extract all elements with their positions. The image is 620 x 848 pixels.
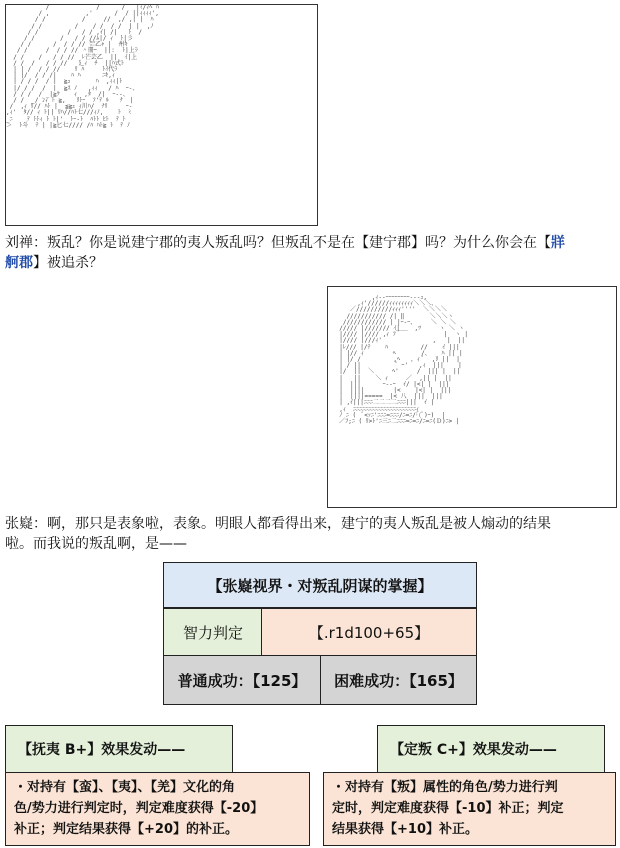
hard-success: 困难成功：【165】 (320, 655, 477, 705)
effect-line: 补正；判定结果获得【+20】的补正。 (14, 822, 238, 837)
ascii-art-text: ,ｨ--ｰｰｰｰｰｰｰｰ---ｭ, ,ｨ'//////ｨｨｨｨｨｨｨｨ＼＼＼、 ／//////////ｨｨｨ'''' ＼＼＼＼ /////////// /| ‖ ＼＼＼ヽ //////////// | |ｰ-ｰ、 ＼ ＼ ＼ ///// |/////// ｲ| ,ﾂ ヽ ＼ ヽ |//// |//// ,ｨ ﾌ￣￣ | ヽ | |//// |///ｨ' , | || |ﾚ/// |/ﾃ ﾊ // ｲ ||| | |// ｨ ﾍ /、 ﾊ || | | |/ / ,ﾍ ，ｨ ﾟ ,ﾘ || | | / || ﾟ ｰ' ,ｨ ||| | |/ || ＼ ﾍ' / ||| | || | || ＼ ｨ ／ ,|| | || | ||| ｰ--ｰ ｲ/ |<| | ||| | |||| |< |<| | ||| | ||||===== |< 八 ||| ||| | ,ｲ|||ﾆﾆﾆ二二二二ﾆﾆﾆ||| ｲ | ,ｨ ﾆﾆﾆﾆﾆﾆﾆﾆﾆﾆﾆﾆﾆﾆﾆﾆﾆﾆﾆﾆﾆｨ ﾉ ﾆ ( ﾟ<ｧﾆ'ﾆﾆﾆ=ﾆﾆﾆ/ﾆ=ﾆ/｢(ﾟ)ｰ) | ／ﾌ;ﾆ ( ﾘ>ﾄ'ﾆ三ﾆ二ﾆﾆﾆ=ﾆ=ﾆ/ﾆ=ﾆ(Ｄ)ﾆ> | (339, 294, 468, 426)
effect-line: ・对持有【叛】属性的角色/势力进行判 (332, 780, 558, 795)
effect-line: 定时，判定难度获得【-10】补正；判定 (332, 801, 564, 816)
check-title: 【张嶷视界・对叛乱阴谋的掌握】 (163, 562, 477, 608)
normal-success: 普通成功：【125】 (163, 655, 321, 705)
dialogue-zhang-ni: 张嶷：啊，那只是表象啦，表象。明眼人都看得出来，建宁的夷人叛乱是被人煽动的结果 (5, 516, 551, 532)
place-name-highlight: 舸郡 (5, 255, 33, 271)
effect-dingpan-body (323, 772, 616, 846)
effect-fuyi-header: 【抚夷 B+】效果发动—— (5, 725, 233, 773)
place-name-highlight: 牂 (551, 235, 565, 251)
effect-line: 结果获得【+10】补正。 (332, 822, 478, 837)
dialogue-liu-shan-cont (5, 252, 617, 274)
ascii-art-zhang-ni (327, 286, 617, 508)
effect-line: 色/势力进行判定时，判定难度获得【-20】 (14, 801, 264, 816)
dialogue-text: 刘禅：叛乱？你是说建宁郡的夷人叛乱吗？但叛乱不是在【建宁郡】吗？为什么你会在【 (5, 235, 551, 251)
dialogue-text: 】被追杀？ (33, 255, 103, 271)
ascii-art-liu-shan (5, 4, 318, 226)
dialogue-liu-shan (5, 232, 617, 254)
dialogue-zhang-ni-cont: 啦。而我说的叛乱啊，是—— (5, 536, 187, 552)
check-value: 【.r1d100+65】 (261, 608, 477, 656)
effect-dingpan-header: 【定叛 C+】效果发动—— (377, 725, 605, 773)
check-label: 智力判定 (163, 608, 263, 656)
effect-fuyi-body (5, 772, 310, 846)
effect-line: ・对持有【蛮】、【夷】、【羌】文化的角 (14, 780, 236, 795)
ascii-art-text: / / / |ﾐ/ｨﾍ ﾊ / , ,' / / ||ｨｨｨｨ', / / / // ,/ ,| | ﾊ / / / / / / / | | ,ﾉ / / / / / ,ｲ| /| ﾄ / / / / / / //ﾑ|/ ｨ ﾄ|彡 / / / / / // ㌍乙ｬ | 州ｷ / / / / / // ＾冊ｰ ||: ﾄ|上ﾗ / / / / / // ﾚ芒芸乙 || ｲ|上 / / / / / // 廴ｨ ﾁ ||ﾊ式ﾄ | | / / / // ﾘ ﾊ ﾄｲ代ﾗ | |/ / / /| ﾊ ﾊ ﾆｷ,ｨ | / / / / | ≧ｭ ﾊ ,ｨｨ|ﾄ |/ / / / | ≧ｽ ﾉ ,ｨｨ / ﾊ ｰ-、 / / / / _|≧ｸ ｨ ,ﾀ /| ｰ--、 / / _/ ﾝｨ ﾄ ≧, ﾘﾄｰ ﾌ'ﾃ ﾙ ﾅ | / ,ｨ ﾘ// ﾊﾄ | ≦≧ｭ ｨ川ﾊ/ ﾅﾘ ｰ- ,ｨ' ﾀ// ｨ ﾄ|| ﾘﾊ//ﾊﾄ七///ｨﾉ, ﾄ ﾐ _ﾆ ﾃ ﾄﾄｨ ﾄ ﾄ|' ﾄｰ-ﾄ ﾊﾄﾄ ﾋﾄ ﾃ ﾄ ＞ ﾄ斗 ﾃ | |≧匕七//// /ﾊ ﾊﾄ≧ ﾄ ﾃ ﾉ (6, 4, 159, 129)
